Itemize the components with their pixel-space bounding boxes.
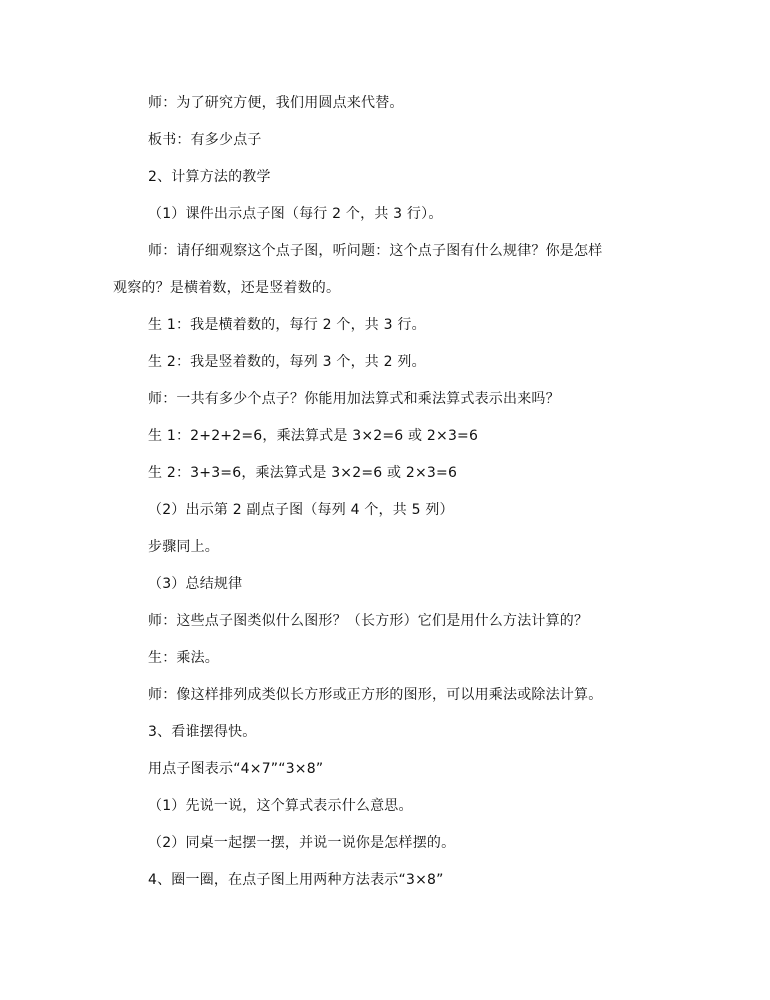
text-line: （3）总结规律 [148, 576, 243, 592]
text-line: （1）课件出示点子图（每行 2 个，共 3 行）。 [148, 206, 443, 222]
text-line: 生 2：3+3=6，乘法算式是 3×2=6 或 2×3=6 [148, 465, 458, 481]
section-heading: 2、计算方法的教学 [148, 169, 271, 185]
text-line: 师：这些点子图类似什么图形？（长方形）它们是用什么方法计算的？ [148, 613, 589, 629]
text-line: 生 2：我是竖着数的，每列 3 个，共 2 列。 [148, 354, 426, 370]
text-line: 生：乘法。 [148, 650, 219, 666]
text-line: 用点子图表示“4×7”“3×8” [148, 761, 324, 777]
section-heading: 3、看谁摆得快。 [148, 724, 257, 740]
text-line: 师：像这样排列成类似长方形或正方形的图形，可以用乘法或除法计算。 [148, 687, 603, 703]
text-line: 生 1：我是横着数的，每行 2 个，共 3 行。 [148, 317, 426, 333]
text-line: （2）同桌一起摆一摆，并说一说你是怎样摆的。 [148, 835, 456, 851]
text-line: 板书：有多少点子 [148, 132, 262, 148]
text-line: （2）出示第 2 副点子图（每列 4 个，共 5 列） [148, 502, 454, 518]
text-line: 师：为了研究方便，我们用圆点来代替。 [148, 95, 404, 111]
text-line: 师：请仔细观察这个点子图，听问题：这个点子图有什么规律？你是怎样 [148, 243, 603, 259]
text-line: 观察的？是横着数，还是竖着数的。 [113, 280, 341, 296]
text-line: 师：一共有多少个点子？你能用加法算式和乘法算式表示出来吗？ [148, 391, 560, 407]
text-line: （1）先说一说，这个算式表示什么意思。 [148, 798, 413, 814]
text-line: 生 1：2+2+2=6，乘法算式是 3×2=6 或 2×3=6 [148, 428, 479, 444]
text-line: 步骤同上。 [148, 539, 219, 555]
section-heading: 4、圈一圈，在点子图上用两种方法表示“3×8” [148, 872, 444, 888]
